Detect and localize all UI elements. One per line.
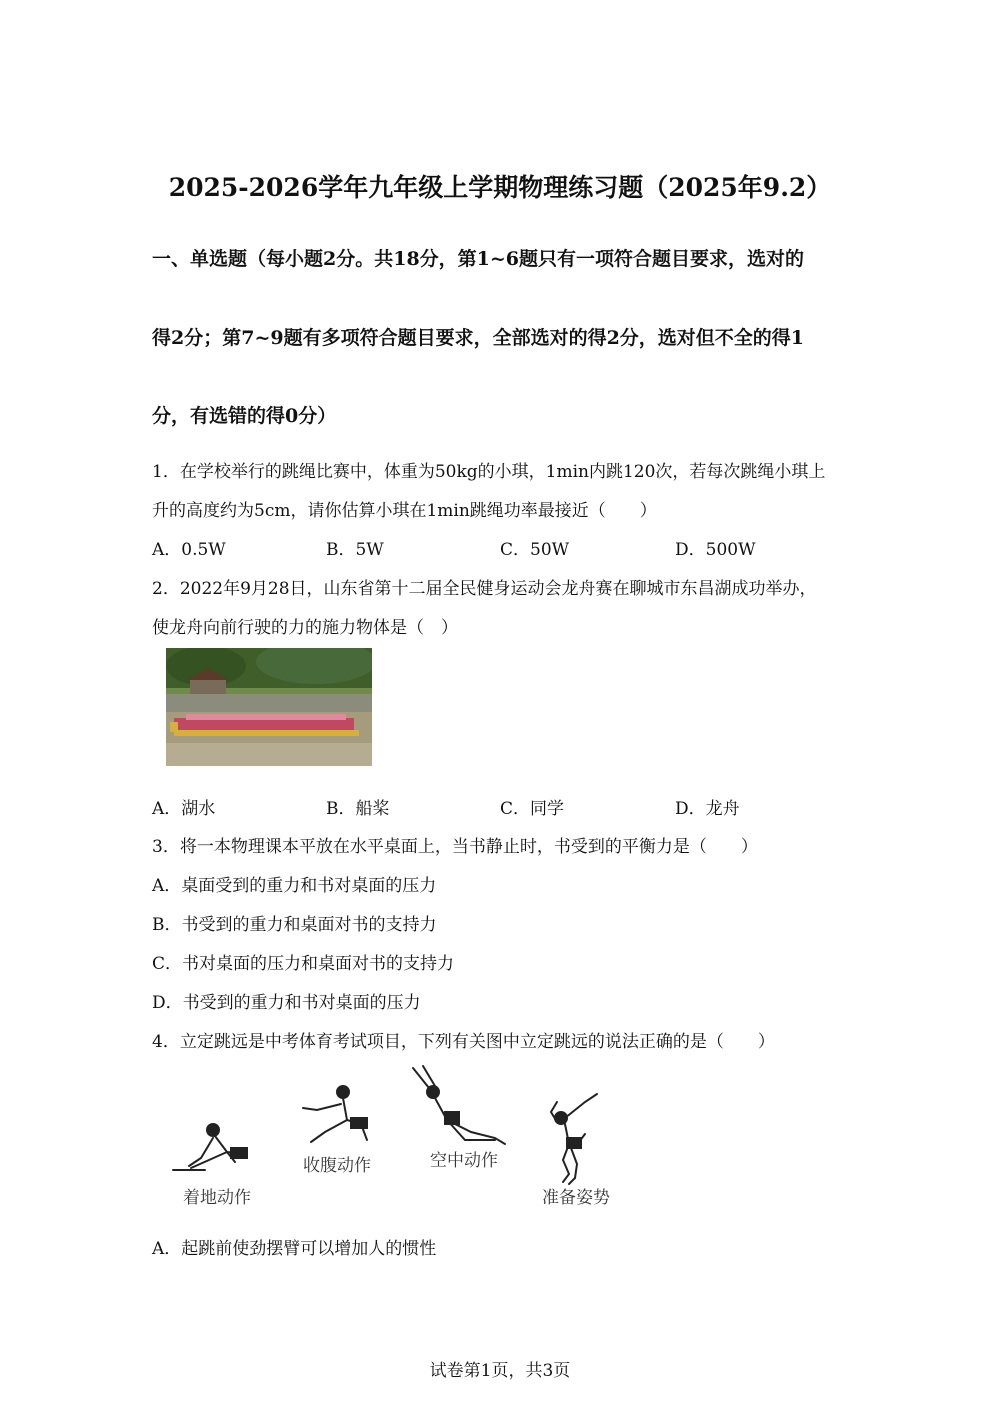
question-1-option-b: B．5W (326, 540, 384, 560)
question-1-line-1: 1．在学校举行的跳绳比赛中，体重为50kg的小琪，1min内跳120次，若每次跳绳小琪上 (152, 462, 826, 482)
standing-long-jump-figure (165, 1062, 645, 1212)
page-footer: 试卷第1页，共3页 (429, 1361, 571, 1381)
figure-label-landing: 着地动作 (183, 1188, 251, 1208)
section-heading-line-3: 分，有选错的得0分） (152, 405, 337, 427)
question-4-line-1: 4．立定跳远是中考体育考试项目，下列有关图中立定跳远的说法正确的是（ ） (152, 1032, 775, 1052)
question-2-option-a: A．湖水 (152, 799, 216, 819)
figure-label-tuck: 收腹动作 (303, 1156, 371, 1176)
question-3-option-b: B．书受到的重力和桌面对书的支持力 (152, 915, 437, 935)
question-2-line-1: 2．2022年9月28日，山东省第十二届全民健身运动会龙舟赛在聊城市东昌湖成功举办， (152, 579, 817, 599)
question-2-option-c: C．同学 (500, 799, 565, 819)
dragon-boat-photo (166, 648, 372, 766)
question-1-line-2: 升的高度约为5cm，请你估算小琪在1min跳绳功率最接近（ ） (152, 501, 657, 521)
section-heading-line-1: 一、单选题（每小题2分。共18分，第1~6题只有一项符合题目要求，选对的 (152, 248, 805, 270)
question-1-option-d: D．500W (675, 540, 756, 560)
question-3-line-1: 3．将一本物理课本平放在水平桌面上，当书静止时，书受到的平衡力是（ ） (152, 837, 758, 857)
figure-label-ready: 准备姿势 (542, 1188, 610, 1208)
question-2-line-2: 使龙舟向前行驶的力的施力物体是（ ） (152, 618, 458, 638)
question-3-option-a: A．桌面受到的重力和书对桌面的压力 (152, 876, 437, 896)
question-2-option-d: D．龙舟 (675, 799, 740, 819)
section-heading-line-2: 得2分；第7~9题有多项符合题目要求，全部选对的得2分，选对但不全的得1 (152, 327, 805, 349)
question-3-option-d: D．书受到的重力和书对桌面的压力 (152, 993, 421, 1013)
question-4-option-a: A．起跳前使劲摆臂可以增加人的惯性 (152, 1239, 437, 1259)
question-3-option-c: C．书对桌面的压力和桌面对书的支持力 (152, 954, 455, 974)
question-2-option-b: B．船桨 (326, 799, 390, 819)
question-1-option-c: C．50W (500, 540, 570, 560)
figure-label-flight: 空中动作 (430, 1151, 498, 1171)
page-title: 2025-2026学年九年级上学期物理练习题（2025年9.2） (168, 173, 832, 202)
question-1-option-a: A．0.5W (152, 540, 226, 560)
